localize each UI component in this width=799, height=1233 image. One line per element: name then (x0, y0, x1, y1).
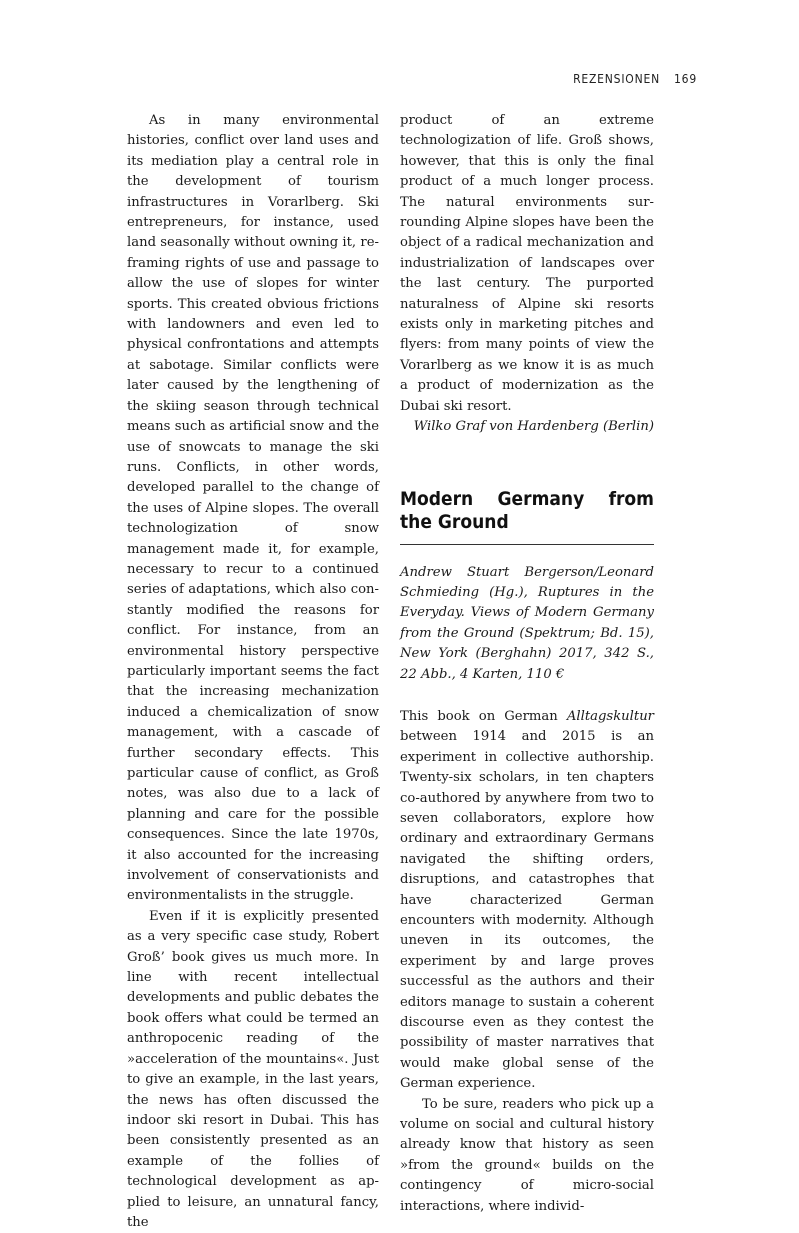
paragraph: To be sure, readers who pick up a volume on social and cultural history already know that history as seen »from the ground« builds on the contingency of micro-social interactions, where individ- (400, 1096, 654, 1214)
paragraph (400, 707, 654, 1095)
emphasis: Alltagskultur (566, 708, 654, 724)
page-number: 169 (673, 72, 697, 86)
running-header (573, 72, 697, 86)
review-signature: Wilko Graf von Hardenberg (Berlin) (413, 419, 654, 435)
right-column (400, 111, 654, 1217)
paragraph: Even if it is explicitly presented as a very specific case study, Robert Groß’ book gives us much more. In line with recent intellectual developments and public debates the book offers what could be termed an anthropocenic reading of the »acceleration of the mountains«. Just to give an example, in the last years, the news has often discussed the indoor ski resort in Dubai. This has been consistently presented as an example of the follies of technological development as applied to leisure, an unnatural fancy, the (127, 908, 379, 1230)
text-run: between 1914 and 2015 is an experiment in collective authorship. Twenty-six scholars, in ten chapters co-authored by anywhere from two to seven collaborators, explore how ordinary and extraordinary Germans navigated the shifting orders, disruptions, and catastrophes that have characterized German encounters with modernity. Although uneven in its outcomes, the experiment by and large proves successful as the authors and their editors manage to sustain a coherent discourse even as they contest the possibility of master narratives that would make global sense of the German experience. (400, 729, 654, 1092)
left-column (127, 111, 379, 1233)
paragraph: product of an extreme technologization of life. Groß shows, however, that this is only the final product of a much longer process. The natural environments surrounding Alpine slopes have been the object of a radical mechanization and industrialization of landscapes over the last century. The purported naturalness of Alpine ski resorts exists only in marketing pitches and flyers: from many points of view the Vorarlberg as we know it is as much a product of modernization as the Dubai ski resort. (400, 113, 654, 414)
review-heading: Modern Germany from the Ground (400, 488, 654, 545)
bibliographic-entry: Andrew Stuart Bergerson/Leonard Schmieding (Hg.), Ruptures in the Everyday. Views of Modern Germany from the Ground (Spektrum; Bd. 15), New York (Berghahn) 2017, 342 S., 22 Abb., 4 Karten, 110 € (400, 564, 654, 682)
text-run: This book on German (400, 708, 567, 724)
paragraph: As in many environmental histories, conflict over land uses and its mediation play a central role in the development of tourism infrastructures in Vorarlberg. Ski entrepreneurs, for instance, used land seasonally without owning it, reframing rights of use and passage to allow the use of slopes for winter sports. This created obvious frictions with landowners and even led to physical confrontations and attempts at sabotage. Similar conflicts were later caused by the lengthening of the skiing season through technical means such as artificial snow and the use of snowcats to manage the ski runs. Conflicts, in other words, developed parallel to the change of the uses of Alpine slopes. The overall technologization of snow management made it, for example, necessary to recur to a continued series of adaptations, which also constantly modified the reasons for conflict. For instance, from an environmental history perspective particularly important seems the fact that the increasing mechanization induced a chemicalization of snow management, with a cascade of further secondary effects. This particular cause of conflict, as Groß notes, was also due to a lack of planning and care for the possible consequences. Since the late 1970s, it also accounted for the increasing involvement of conservationists and environmentalists in the struggle. (127, 113, 379, 904)
section-title: REZENSIONEN (573, 72, 660, 86)
